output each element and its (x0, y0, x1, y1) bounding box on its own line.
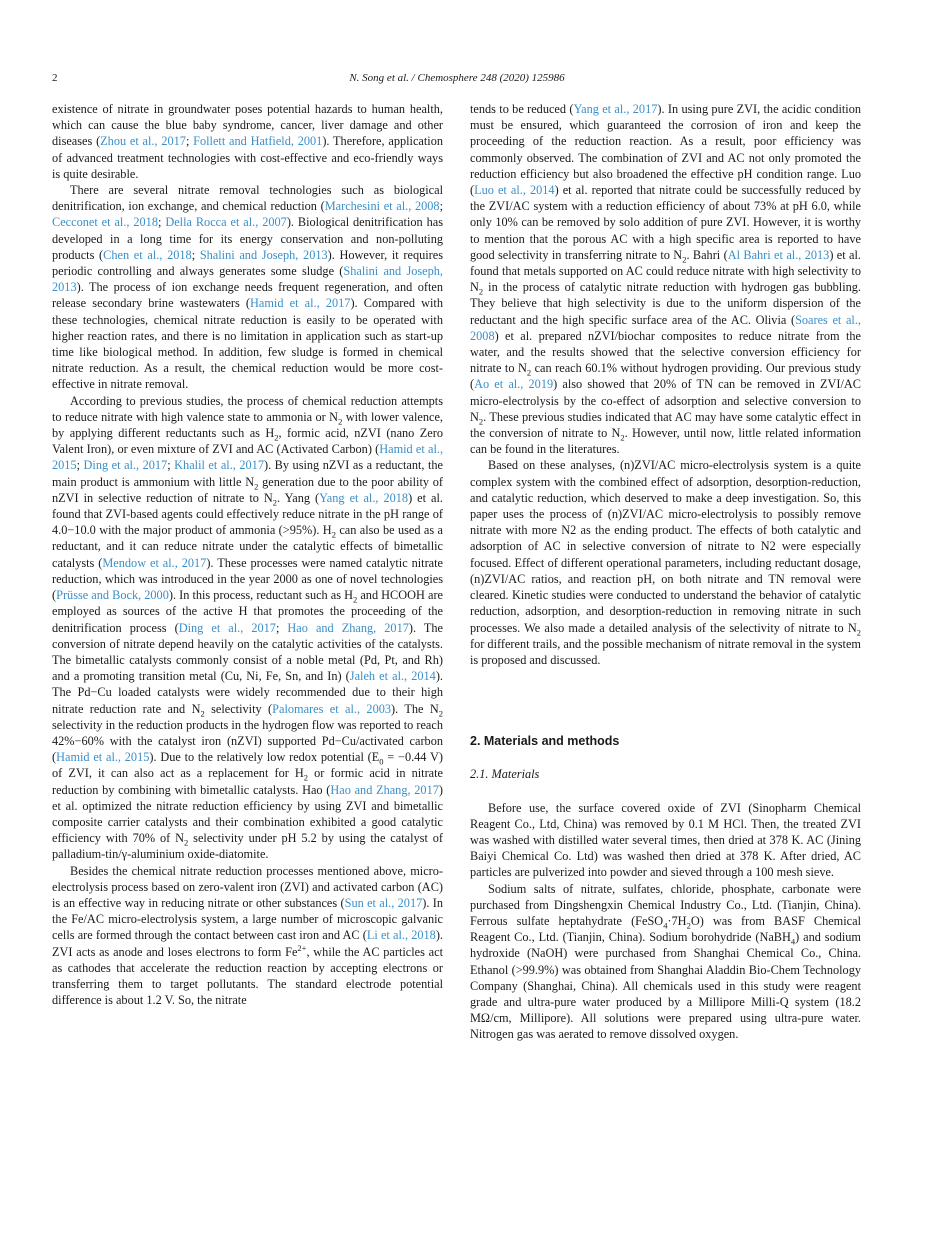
citation-link[interactable]: Chen et al., 2018 (103, 247, 192, 262)
citation-link[interactable]: Follett and Hatfield, 2001 (193, 134, 323, 149)
citation-link[interactable]: Palomares et al., 2003 (272, 701, 392, 716)
citation-link[interactable]: Yang et al., 2017 (573, 102, 658, 116)
citation-link[interactable]: Zhou et al., 2017 (100, 134, 186, 149)
citation-link[interactable]: Marchesini et al., 2008 (324, 199, 440, 214)
citation-link[interactable]: Hao and Zhang, 2017 (287, 620, 409, 635)
page-header (52, 72, 862, 88)
spacer (470, 783, 861, 800)
citation-link[interactable]: Li et al., 2018 (366, 928, 436, 943)
subsection-heading: 2.1. Materials (470, 767, 540, 782)
citation-link[interactable]: Hamid et al., 2015 (52, 442, 444, 473)
citation-link[interactable]: Mendow et al., 2017 (102, 555, 207, 570)
section-heading: 2. Materials and methods (470, 734, 620, 749)
citation-link[interactable]: Sun et al., 2017 (344, 895, 423, 910)
paragraph: existence of nitrate in groundwater poses potential hazards to human health, which can cause the blue baby syndrome, cancer, liver damage and other diseases (Zhou et al., 2017; Follett and Hatfield, 2001). Therefore, application of advanced treatment technologies with cost-effective and eco-friendly ways is quite desirable. (52, 102, 443, 181)
left-column (52, 101, 443, 1008)
page-number: 2 (52, 72, 58, 84)
citation-link[interactable]: Yang et al., 2018 (319, 490, 409, 505)
citation-link[interactable]: Shalini and Joseph, 2013 (52, 264, 443, 295)
citation-link[interactable]: Della Rocca et al., 2007 (165, 215, 287, 230)
journal-citation: N. Song et al. / Chemosphere 248 (2020) 125986 (349, 72, 565, 84)
citation-link[interactable]: Hao and Zhang, 2017 (330, 782, 439, 797)
citation-link[interactable]: Ding et al., 2017 (83, 458, 168, 473)
paragraph: Based on these analyses, (n)ZVI/AC micro-electrolysis system is a quite complex system with the combined effect of adsorption, desorption-reduction, and catalytic reduction, which deserved to make a deep investigation. So, this paper uses the process of (n)ZVI/AC micro-electrolysis to possibly remove nitrate with more N2 as the ending product. The effects of both catalytic and adsorption of AC in selective conversion of nitrate to N2 were especially focused. Effect of different operational parameters, including reductant dosage, (n)ZVI/AC ratios, and reaction pH, on both nitrate and TN removal were cleared. Kinetic studies were conducted to understand the behavior of catalytic reduction, adsorption, and desorption-reduction in removing nitrate in such processes. We also made a detailed analysis of the selectivity of nitrate to $N_2$ for different trails, and the possible mechanism of nitrate removal in the system is proposed and discussed. (470, 458, 861, 667)
citation-link[interactable]: Cecconet et al., 2018 (52, 215, 158, 230)
paragraph: According to previous studies, the process of chemical reduction attempts to reduce nitrate with high valence state to ammonia or $N_2$ with lower valence, by applying different reductants such as $H_2$, formic acid, nZVI (nano Zero Valent Iron), or even mixture of ZVI and AC (Activated Carbon) (Hamid et al., 2015; Ding et al., 2017; Khalil et al., 2017). By using nZVI as a reductant, the main product is ammonium with little $N_2$ generation due to the poor ability of nZVI in selective reduction of nitrate to $N_2$. Yang (Yang et al., 2018) et al. found that ZVI-based agents could effectively reduce nitrate in the pH range of 4.0−10.0 with the major product of ammonia (>95%). $H_2$ can also be used as a reductant, and it can reduce nitrate under the catalytic effects of bimetallic catalysts (Mendow et al., 2017). These processes were named catalytic nitrate reduction, which was introduced in the year 2000 as one of novel technologies (Prüsse and Bock, 2000). In this process, reductant such as $H_2$ and HCOOH are employed as sources of the active H that promotes the proceeding of the denitrification process (Ding et al., 2017; Hao and Zhang, 2017). The conversion of nitrate depend heavily on the catalytic activities of the catalysts. The bimetallic catalysts commonly consist of a noble metal (Pd, Pt, and Rh) and a promoting transition metal (Cu, Ni, Fe, Sn, and In) (Jaleh et al., 2014). The Pd−Cu loaded catalysts were widely recommended due to their high nitrate reduction rate and $N_2$ selectivity (Palomares et al., 2003). The $N_2$ selectivity in the reduction products in the hydrogen flow was reported to reach 42%−60% with the catalyst iron (nZVI) supported Pd−Cu/activated carbon (Hamid et al., 2015). Due to the relatively low redox potential ($E_0 = -0.44$ V) of ZVI, it can also act as a replacement for $H_2$ or formic acid in nitrate reduction by combining with bimetallic catalysts. Hao (Hao and Zhang, 2017) et al. optimized the nitrate reduction efficiency by using ZVI and bimetallic composite carrier catalysts and their combination exhibited a good catalytic efficiency with 70% of $N_2$ selectivity under pH 5.2 by using the catalyst of palladium-tin/γ-aluminium oxide-diatomite. (52, 393, 444, 862)
paragraph: Besides the chemical nitrate reduction processes mentioned above, micro-electrolysis process based on zero-valent iron (ZVI) and activated carbon (AC) is an effective way in reducing nitrate or other substances (Sun et al., 2017). In the Fe/AC micro-electrolysis system, a large number of microscopic galvanic cells are formed through the contact between cast iron and AC (Li et al., 2018). ZVI acts as anode and loses electrons to form $Fe^{2+}$, while the AC particles act as cathodes that accelerate the reduction reaction by accepting electrons or transferring them to target pollutants. The standard electrode potential difference is about 1.2 V. So, the nitrate (52, 863, 443, 1008)
paragraph: tends to be reduced (Yang et al., 2017). In using pure ZVI, the acidic condition must be ensured, which guaranteed the corrosion of iron and keep the proceeding of the reduction reaction. As a result, poor efficiency was commonly observed. The combination of ZVI and AC not only promoted the reduction efficiency but also broadened the effective pH condition range. Luo (Luo et al., 2014) et al. reported that nitrate could be successfully reduced by the ZVI/AC system with a reduction efficiency of about 73% at pH 6.0, while only 10% can be removed by solo addition of pure ZVI. However, it is worthy to mention that the porous AC with a high specific area is reported to have good selectivity in transferring nitrate to $N_2$. Bahri (Al Bahri et al., 2013) et al. found that metals supported on AC could reduce nitrate with high selectivity to $N_2$ in the process of catalytic nitrate reduction with hydrogen gas bubbling. They believe that high selectivity is due to the uniform dispersion of the reductant and the high specific surface area of the AC. Olivia (Soares et al., 2008) et al. prepared nZVI/biochar composites to reduce nitrate from the water, and the results showed that the selective conversion efficiency for nitrate to $N_2$ can reach 60.1% without hydrogen providing. Our previous study (Ao et al., 2019) also showed that 20% of TN can be removed in ZVI/AC micro-electrolysis by the co-effect of adsorption and selective conversion to $N_2$. These previous studies indicated that AC may have some catalytic effect in the conversion of nitrate to $N_2$. However, until now, little related information can be found in the literatures. (470, 102, 862, 457)
citation-link[interactable]: Shalini and Joseph, 2013 (199, 247, 328, 262)
spacer (470, 749, 861, 766)
citation-link[interactable]: Jaleh et al., 2014 (349, 669, 436, 684)
right-column (470, 101, 861, 1043)
citation-link[interactable]: Khalil et al., 2017 (174, 458, 264, 473)
citation-link[interactable]: Ao et al., 2019 (474, 377, 554, 392)
citation-link[interactable]: Ding et al., 2017 (178, 620, 276, 635)
citation-link[interactable]: Al Bahri et al., 2013 (727, 247, 830, 262)
citation-link[interactable]: Hamid et al., 2017 (250, 296, 351, 311)
citation-link[interactable]: Soares et al., 2008 (470, 312, 861, 343)
citation-link[interactable]: Hamid et al., 2015 (56, 750, 150, 765)
paragraph: Before use, the surface covered oxide of ZVI (Sinopharm Chemical Reagent Co., Ltd, China) was removed by 0.1 M HCl. Then, the treated ZVI was washed with distilled water several times, then dried at 378 K. AC (Jining Baiyi Chemical Co. Ltd) was washed then dried at 378 K. After dried, AC particles are pulverized into powder and sieved through a 100 mesh sieve. (470, 800, 861, 880)
citation-link[interactable]: Prüsse and Bock, 2000 (56, 588, 169, 603)
paragraph: There are several nitrate removal technologies such as biological denitrification, ion exchange, and chemical reduction (Marchesini et al., 2008; Cecconet et al., 2018; Della Rocca et al., 2007). Biological denitrification has developed in a long time for its energy conservation and non-polluting products (Chen et al., 2018; Shalini and Joseph, 2013). However, it requires periodic controlling and always generates some sludge (Shalini and Joseph, 2013). The process of ion exchange needs frequent regeneration, and often release secondary brine wastewaters (Hamid et al., 2017). Compared with these technologies, chemical nitrate reduction is easily to be operated with higher reaction rates, and there is no limitation in application such as start-up time like biological method. In addition, few sludge is formed in chemical nitrate reduction. As a result, the chemical reduction would be more cost-effective in nitrate removal. (52, 183, 444, 392)
citation-link[interactable]: Luo et al., 2014 (474, 183, 555, 198)
spacer (470, 668, 861, 733)
paragraph: Sodium salts of nitrate, sulfates, chloride, phosphate, carbonate were purchased from Dingshengxin Chemical Industry Co., Ltd. (Tianjin, China). Ferrous sulfate heptahydrate $(FeSO_4\cdot 7H_2O)$ was from BASF Chemical Reagent Co., Ltd. (Tianjin, China). Sodium borohydride (NaBH$_4$) and sodium hydroxide (NaOH) were purchased from Shanghai Chemical Co., China. Ethanol (>99.9%) was obtained from Shanghai Aladdin Bio-Chem Technology Company (Shanghai, China). All chemicals used in this study were reagent grade and ultra-pure water produced by a Millipore Milli-Q system (18.2 MΩ/cm, Millipore). All solutions were prepared using ultra-pure water. Nitrogen gas was aerated to remove dissolved oxygen. (470, 881, 861, 1042)
